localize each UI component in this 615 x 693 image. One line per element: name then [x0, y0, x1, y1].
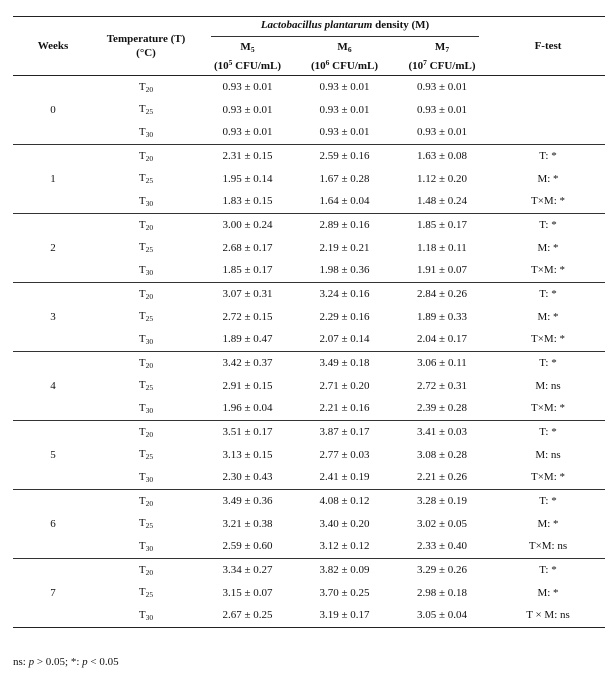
week-cell: 1 — [13, 145, 93, 214]
temperature-subscript: 30 — [145, 475, 154, 484]
density-value-m7: 1.12 ± 0.20 — [416, 172, 468, 185]
temperature-subscript: 25 — [145, 314, 154, 324]
density-value-m7: 1.91 ± 0.07 — [416, 264, 468, 277]
temperature-cell — [93, 122, 199, 145]
density-col-header — [296, 39, 393, 76]
temperature-symbol: T — [138, 264, 146, 276]
ftest-cell: T×M: * — [530, 195, 565, 208]
temperature-label: Temperature (T) — [106, 32, 186, 45]
table-row — [13, 582, 605, 605]
temperature-subscript: 30 — [145, 130, 154, 139]
density-value-m5: 0.93 ± 0.01 — [222, 80, 273, 93]
temperature-cell — [93, 214, 199, 237]
density-value-m5: 2.68 ± 0.17 — [222, 241, 273, 254]
density-col-symbol: M — [337, 41, 348, 53]
temperature-subscript: 25 — [145, 176, 154, 186]
density-value-m5: 1.95 ± 0.14 — [222, 172, 273, 185]
footnote-ns: ns: — [13, 656, 29, 668]
table-row — [13, 329, 605, 352]
ftest-cell: T×M: * — [530, 471, 565, 484]
density-value-m6: 0.93 ± 0.01 — [319, 103, 370, 116]
temperature-header — [93, 17, 199, 76]
week-cell: 4 — [13, 352, 93, 421]
density-value-m6: 4.08 ± 0.12 — [296, 490, 393, 513]
density-value-m5: 1.96 ± 0.04 — [222, 402, 273, 415]
density-header — [199, 17, 491, 39]
density-value-m5: 0.93 ± 0.01 — [222, 103, 273, 116]
ftest-cell — [491, 122, 605, 145]
density-value-m7: 2.33 ± 0.40 — [416, 540, 468, 553]
temperature-symbol: T — [138, 586, 146, 599]
density-value-m6: 3.70 ± 0.25 — [319, 586, 370, 599]
ftest-cell: M: * — [537, 586, 559, 599]
temperature-symbol: T — [138, 402, 146, 414]
temperature-subscript: 20 — [145, 291, 154, 301]
density-value-m6: 2.41 ± 0.19 — [319, 471, 370, 484]
ftest-cell: M: ns — [535, 448, 561, 461]
density-value-m5: 3.34 ± 0.27 — [199, 559, 296, 582]
temperature-cell — [93, 444, 199, 467]
density-value-m6: 3.19 ± 0.17 — [296, 605, 393, 628]
density-col-unit: (10 — [408, 59, 424, 72]
density-value-m7: 3.06 ± 0.11 — [393, 352, 491, 375]
temperature-symbol: T — [138, 563, 146, 576]
density-value-m6: 1.98 ± 0.36 — [319, 264, 370, 277]
temperature-symbol: T — [138, 379, 146, 392]
density-value-m6: 3.24 ± 0.16 — [296, 283, 393, 306]
temperature-subscript: 30 — [145, 544, 154, 553]
density-col-subscript: 5 — [250, 45, 255, 54]
table-row — [13, 490, 605, 513]
density-value-m6: 1.64 ± 0.04 — [319, 195, 370, 208]
density-value-m5: 1.85 ± 0.17 — [222, 264, 273, 277]
temperature-symbol: T — [138, 333, 146, 345]
density-value-m5: 3.49 ± 0.36 — [199, 490, 296, 513]
density-col-header — [393, 39, 491, 76]
density-value-m7: 0.93 ± 0.01 — [416, 126, 468, 139]
density-value-m5: 3.07 ± 0.31 — [199, 283, 296, 306]
density-value-m5: 2.31 ± 0.15 — [199, 145, 296, 168]
density-value-m7: 1.18 ± 0.11 — [417, 241, 467, 254]
table-row — [13, 283, 605, 306]
results-table — [13, 16, 605, 628]
week-cell: 2 — [13, 214, 93, 283]
footnote-p1: p — [28, 656, 35, 668]
density-value-m6: 3.49 ± 0.18 — [296, 352, 393, 375]
density-value-m7: 1.63 ± 0.08 — [393, 145, 491, 168]
density-value-m7: 3.29 ± 0.26 — [393, 559, 491, 582]
temperature-subscript: 30 — [145, 406, 154, 415]
density-value-m7: 1.89 ± 0.33 — [416, 310, 468, 323]
temperature-cell — [93, 559, 199, 582]
density-value-m5: 2.67 ± 0.25 — [199, 605, 296, 628]
ftest-cell: T×M: ns — [528, 540, 568, 553]
temperature-subscript: 30 — [145, 613, 154, 622]
density-value-m6: 2.59 ± 0.16 — [296, 145, 393, 168]
temperature-symbol: T — [138, 126, 146, 138]
temperature-symbol: T — [138, 425, 146, 438]
density-value-m5: 2.72 ± 0.15 — [222, 310, 273, 323]
temperature-symbol: T — [138, 310, 146, 323]
density-value-m5: 2.59 ± 0.60 — [222, 540, 273, 553]
ftest-cell: M: * — [537, 172, 559, 185]
temperature-subscript: 30 — [145, 268, 154, 277]
density-col-subscript: 6 — [347, 45, 352, 54]
ftest-cell: T × M: ns — [491, 605, 605, 628]
temperature-symbol: T — [138, 218, 146, 231]
temperature-subscript: 30 — [145, 199, 154, 208]
temperature-cell — [93, 375, 199, 398]
table-row — [13, 605, 605, 628]
temperature-cell — [93, 99, 199, 122]
temperature-cell — [93, 467, 199, 490]
ftest-header: F-test — [491, 17, 605, 76]
density-value-m7: 2.04 ± 0.17 — [416, 333, 468, 346]
ftest-cell: T: * — [491, 421, 605, 444]
temperature-cell — [93, 237, 199, 260]
density-value-m7: 3.05 ± 0.04 — [393, 605, 491, 628]
temperature-cell — [93, 421, 199, 444]
ftest-cell — [491, 99, 605, 122]
temperature-cell — [93, 76, 199, 99]
ftest-cell: T: * — [491, 145, 605, 168]
footnote-p2: p — [82, 656, 88, 668]
ftest-cell: T: * — [491, 490, 605, 513]
density-value-m5: 0.93 ± 0.01 — [222, 126, 273, 139]
density-col-unit: (10 — [214, 59, 229, 72]
density-value-m5: 3.42 ± 0.37 — [199, 352, 296, 375]
ftest-cell: M: ns — [535, 379, 561, 392]
temperature-subscript: 25 — [145, 107, 154, 117]
temperature-subscript: 25 — [145, 521, 154, 531]
temperature-subscript: 20 — [145, 429, 154, 439]
table-row — [13, 398, 605, 421]
temperature-cell — [93, 306, 199, 329]
temperature-cell — [93, 168, 199, 191]
week-cell: 5 — [13, 421, 93, 490]
ftest-cell: M: * — [537, 310, 559, 323]
temperature-cell — [93, 605, 199, 628]
table-row — [13, 260, 605, 283]
ftest-cell: M: * — [537, 517, 559, 530]
density-value-m7: 3.28 ± 0.19 — [393, 490, 491, 513]
density-value-m7: 2.21 ± 0.26 — [416, 471, 468, 484]
density-value-m5: 3.21 ± 0.38 — [222, 517, 273, 530]
table-row — [13, 99, 605, 122]
density-value-m5: 3.00 ± 0.24 — [199, 214, 296, 237]
table-row — [13, 352, 605, 375]
temperature-subscript: 25 — [145, 245, 154, 255]
ftest-cell: T: * — [491, 283, 605, 306]
table-row — [13, 513, 605, 536]
density-value-m5: 1.83 ± 0.15 — [222, 195, 273, 208]
density-value-m7: 0.93 ± 0.01 — [416, 80, 468, 93]
table-row — [13, 168, 605, 191]
temperature-symbol: T — [138, 287, 146, 300]
density-value-m5: 2.91 ± 0.15 — [222, 379, 273, 392]
density-value-m6: 3.40 ± 0.20 — [319, 517, 370, 530]
density-value-m5: 3.51 ± 0.17 — [199, 421, 296, 444]
temperature-symbol: T — [138, 448, 146, 461]
density-value-m7: 2.84 ± 0.26 — [393, 283, 491, 306]
density-value-m6: 2.71 ± 0.20 — [319, 379, 370, 392]
temperature-symbol: T — [138, 356, 146, 369]
temperature-cell — [93, 145, 199, 168]
temperature-cell — [93, 398, 199, 421]
table-row — [13, 76, 605, 99]
table-header — [13, 17, 605, 76]
ftest-cell: T×M: * — [530, 264, 565, 277]
ftest-cell: T×M: * — [530, 333, 565, 346]
table-row — [13, 467, 605, 490]
density-value-m7: 3.08 ± 0.28 — [416, 448, 468, 461]
density-value-m5: 3.13 ± 0.15 — [222, 448, 273, 461]
temperature-symbol: T — [138, 149, 146, 162]
ftest-cell — [491, 76, 605, 99]
temperature-subscript: 30 — [145, 337, 154, 346]
footnote-mid: > 0.05; *: — [34, 656, 83, 668]
temperature-symbol: T — [138, 103, 146, 116]
table-row — [13, 444, 605, 467]
density-value-m6: 0.93 ± 0.01 — [319, 126, 370, 139]
temperature-cell — [93, 490, 199, 513]
temperature-symbol: T — [138, 471, 146, 483]
week-cell: 7 — [13, 559, 93, 628]
density-value-m7: 3.41 ± 0.03 — [393, 421, 491, 444]
density-col-symbol: M — [434, 41, 446, 53]
density-col-subscript: 7 — [445, 45, 450, 54]
table-row — [13, 122, 605, 145]
ftest-cell: M: * — [537, 241, 559, 254]
temperature-cell — [93, 536, 199, 559]
table-row — [13, 559, 605, 582]
density-col-unit-suffix: CFU/mL) — [426, 59, 476, 72]
temperature-cell — [93, 582, 199, 605]
table-row — [13, 536, 605, 559]
temperature-cell — [93, 260, 199, 283]
density-col-header — [199, 39, 296, 76]
density-value-m7: 1.48 ± 0.24 — [416, 195, 468, 208]
temperature-symbol: T — [138, 80, 146, 93]
density-value-m5: 3.15 ± 0.07 — [222, 586, 273, 599]
temperature-symbol: T — [138, 172, 146, 185]
density-value-m5: 2.30 ± 0.43 — [222, 471, 273, 484]
temperature-symbol: T — [138, 517, 146, 530]
density-value-m6: 2.19 ± 0.21 — [319, 241, 370, 254]
table-row — [13, 145, 605, 168]
week-cell: 0 — [50, 103, 56, 116]
temperature-symbol: T — [138, 241, 146, 254]
temperature-subscript: 25 — [145, 452, 154, 462]
density-col-exponent: 5 — [228, 57, 233, 67]
week-cell: 6 — [13, 490, 93, 559]
temperature-cell — [93, 191, 199, 214]
temperature-cell — [93, 283, 199, 306]
ftest-cell: T×M: * — [530, 402, 565, 415]
temperature-subscript: 20 — [145, 153, 154, 163]
table-row — [13, 375, 605, 398]
temperature-subscript: 20 — [145, 498, 154, 508]
density-value-m6: 3.87 ± 0.17 — [296, 421, 393, 444]
weeks-header: Weeks — [13, 17, 93, 76]
table-row — [13, 306, 605, 329]
density-value-m6: 0.93 ± 0.01 — [319, 80, 370, 93]
temperature-symbol: T — [138, 609, 146, 621]
density-col-unit-suffix: CFU/mL) — [232, 59, 281, 72]
temperature-symbol: T — [138, 195, 146, 207]
density-value-m7: 1.85 ± 0.17 — [393, 214, 491, 237]
density-species: Lactobacillus plantarum — [260, 18, 373, 31]
density-value-m6: 2.77 ± 0.03 — [319, 448, 370, 461]
week-cell: 3 — [13, 283, 93, 352]
temperature-subscript: 20 — [145, 567, 154, 577]
density-value-m7: 2.98 ± 0.18 — [416, 586, 468, 599]
density-value-m6: 1.67 ± 0.28 — [319, 172, 370, 185]
temperature-cell — [93, 352, 199, 375]
temperature-subscript: 20 — [145, 360, 154, 370]
ftest-cell: T: * — [491, 214, 605, 237]
density-value-m7: 2.72 ± 0.31 — [416, 379, 468, 392]
density-col-unit-suffix: CFU/mL) — [329, 59, 378, 72]
temperature-subscript: 25 — [145, 590, 154, 600]
density-col-exponent: 7 — [423, 57, 427, 67]
density-col-symbol: M — [240, 41, 251, 53]
density-value-m7: 0.93 ± 0.01 — [416, 103, 468, 116]
density-value-m6: 2.29 ± 0.16 — [319, 310, 370, 323]
density-value-m6: 3.12 ± 0.12 — [319, 540, 370, 553]
density-value-m5: 1.89 ± 0.47 — [222, 333, 273, 346]
density-col-exponent: 6 — [325, 57, 330, 67]
temperature-unit: (°C) — [136, 46, 156, 59]
temperature-symbol: T — [138, 494, 146, 507]
density-col-unit: (10 — [311, 59, 326, 72]
density-value-m6: 2.89 ± 0.16 — [296, 214, 393, 237]
ftest-cell: T: * — [491, 352, 605, 375]
temperature-cell — [93, 329, 199, 352]
table-body — [13, 76, 605, 628]
footnote — [13, 656, 119, 668]
temperature-subscript: 20 — [145, 84, 154, 94]
temperature-symbol: T — [138, 540, 146, 552]
footnote-end: < 0.05 — [87, 656, 119, 668]
density-label: density (M) — [372, 18, 430, 31]
density-value-m7: 3.02 ± 0.05 — [416, 517, 468, 530]
density-value-m7: 2.39 ± 0.28 — [416, 402, 468, 415]
table-row — [13, 237, 605, 260]
ftest-cell: T: * — [491, 559, 605, 582]
density-value-m6: 3.82 ± 0.09 — [296, 559, 393, 582]
temperature-cell — [93, 513, 199, 536]
table-row — [13, 214, 605, 237]
density-value-m6: 2.07 ± 0.14 — [319, 333, 370, 346]
table-row — [13, 191, 605, 214]
temperature-subscript: 20 — [145, 222, 154, 232]
table-row — [13, 421, 605, 444]
temperature-subscript: 25 — [145, 383, 154, 393]
density-value-m6: 2.21 ± 0.16 — [319, 402, 370, 415]
